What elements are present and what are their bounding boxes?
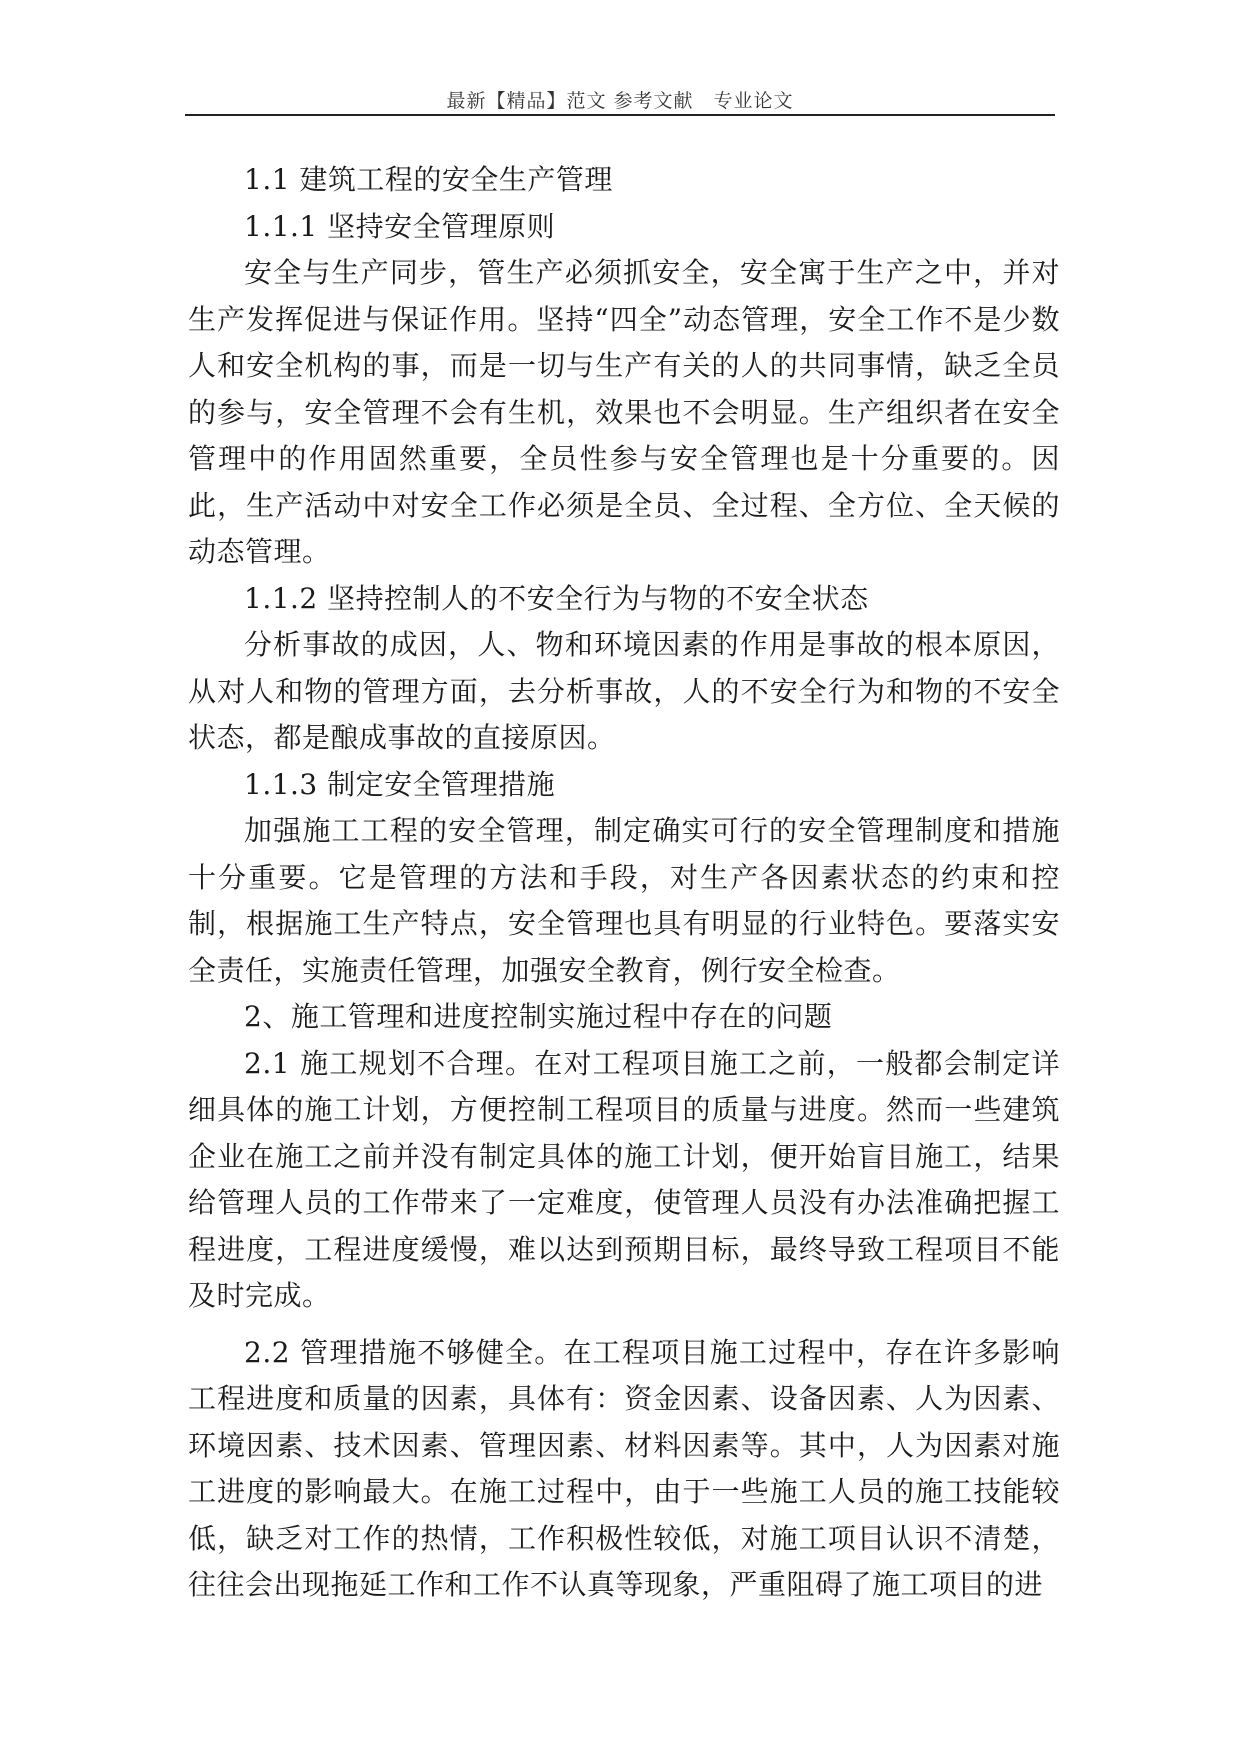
section-heading-1-1-3: 1.1.3 制定安全管理措施 xyxy=(244,767,556,801)
page-header: 最新【精品】范文 参考文献 专业论文 xyxy=(446,90,794,112)
section-heading-1-1-2: 1.1.2 坚持控制人的不安全行为与物的不安全状态 xyxy=(244,581,869,615)
section-heading-1-1-1: 1.1.1 坚持安全管理原则 xyxy=(244,209,556,243)
paragraph-accident-causes: 分析事故的成因，人、物和环境因素的作用是事故的根本原因，从对人和物的管理方面，去分析事故，人的不安全行为和物的不安全状态，都是酿成事故的直接原因。 xyxy=(188,628,1060,754)
section-heading-1-1: 1.1 建筑工程的安全生产管理 xyxy=(244,163,613,196)
header-divider xyxy=(185,114,1055,116)
paragraph-safety-principles: 安全与生产同步，管生产必须抓安全，安全寓于生产之中，并对生产发挥促进与保证作用。坚持“四全”动态管理，安全工作不是少数人和安全机构的事，而是一切与生产有关的人的共同事情，缺乏全员的参与，安全管理不会有生机，效果也不会明显。生产组织者在安全管理中的作用固然重要，全员性参与安全管理也是十分重要的。因此，生产活动中对安全工作必须是全员、全过程、全方位、全天候的动态管理。 xyxy=(188,256,1060,568)
document-body xyxy=(188,157,1060,1609)
paragraph-safety-measures: 加强施工工程的安全管理，制定确实可行的安全管理制度和措施十分重要。它是管理的方法和手段，对生产各因素状态的约束和控制，根据施工生产特点，安全管理也具有明显的行业特色。要落实安全责任，实施责任管理，加强安全教育，例行安全检查。 xyxy=(188,814,1060,987)
paragraph-construction-planning: 2.1 施工规划不合理。在对工程项目施工之前，一般都会制定详细具体的施工计划，方便控制工程项目的质量与进度。然而一些建筑企业在施工之前并没有制定具体的施工计划，便开始盲目施工，结果给管理人员的工作带来了一定难度，使管理人员没有办法准确把握工程进度，工程进度缓慢，难以达到预期目标，最终导致工程项目不能及时完成。 xyxy=(188,1046,1060,1312)
paragraph-management-measures: 2.2 管理措施不够健全。在工程项目施工过程中，存在许多影响工程进度和质量的因素，具体有：资金因素、设备因素、人为因素、环境因素、技术因素、管理因素、材料因素等。其中，人为因素对施工进度的影响最大。在施工过程中，由于一些施工人员的施工技能较低，缺乏对工作的热情，工作积极性较低，对施工项目认识不清楚，往往会出现拖延工作和工作不认真等现象，严重阻碍了施工项目的进 xyxy=(188,1335,1060,1601)
section-heading-2: 2、施工管理和进度控制实施过程中存在的问题 xyxy=(244,1000,833,1033)
